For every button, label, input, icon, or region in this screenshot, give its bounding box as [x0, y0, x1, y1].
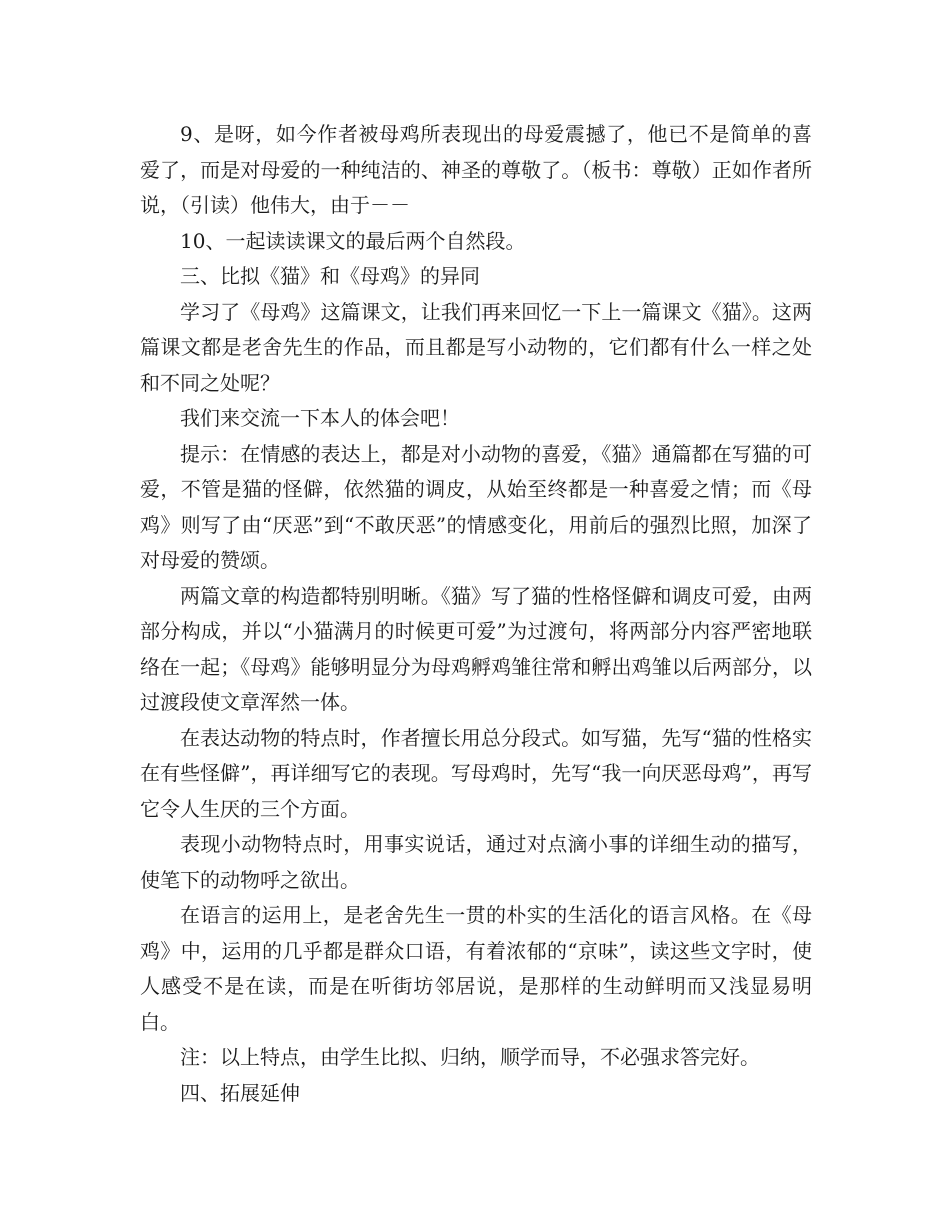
paragraph-10: 在语言的运用上，是老舍先生一贯的朴实的生活化的语言风格。在《母鸡》中，运用的几乎都是群众口语，有着浓郁的“京味”，读这些文字时，使人感受不是在读，而是在听街坊邻居说，是那样的生动鲜明而又浅显易明白。 [140, 903, 812, 1034]
paragraph-8: 在表达动物的特点时，作者擅长用总分段式。如写猫，先写“猫的性格实在有些怪僻”，再详细写它的表现。写母鸡时，先写“我一向厌恶母鸡”，再写它令人生厌的三个方面。 [140, 725, 812, 821]
paragraph-2: 10、一起读读课文的最后两个自然段。 [180, 228, 526, 253]
section-heading-3: 三、比拟《猫》和《母鸡》的异同 [180, 264, 480, 288]
paragraph-7: 两篇文章的构造都特别明晰。《猫》写了猫的性格怪僻和调皮可爱，由两部分构成，并以“小猫满月的时候更可爱”为过渡句，将两部分内容严密地联络在一起；《母鸡》能够明显分为母鸡孵鸡雏往常和孵出鸡雏以后两部分，以过渡段使文章浑然一体。 [140, 583, 812, 714]
section-heading-4: 四、拓展延伸 [180, 1080, 300, 1105]
document-body [140, 117, 812, 1111]
paragraph-9: 表现小动物特点时，用事实说话，通过对点滴小事的详细生动的描写，使笔下的动物呼之欲出。 [140, 832, 812, 892]
paragraph-5: 我们来交流一下本人的体会吧！ [180, 406, 460, 430]
paragraph-4: 学习了《母鸡》这篇课文，让我们再来回忆一下上一篇课文《猫》。这两篇课文都是老舍先生的作品，而且都是写小动物的，它们都有什么一样之处和不同之处呢？ [140, 299, 812, 395]
paragraph-1: 9、是呀，如今作者被母鸡所表现出的母爱震撼了，他已不是简单的喜爱了，而是对母爱的一种纯洁的、神圣的尊敬了。（板书：尊敬）正如作者所说，（引读）他伟大，由于－－ [140, 122, 812, 217]
note-paragraph: 注：以上特点，由学生比拟、归纳，顺学而导，不必强求答完好。 [180, 1045, 760, 1069]
paragraph-6: 提示：在情感的表达上，都是对小动物的喜爱，《猫》通篇都在写猫的可爱，不管是猫的怪僻，依然猫的调皮，从始至终都是一种喜爱之情；而《母鸡》则写了由“厌恶”到“不敢厌恶”的情感变化，用前后的强烈比照，加深了对母爱的赞颂。 [140, 441, 812, 572]
